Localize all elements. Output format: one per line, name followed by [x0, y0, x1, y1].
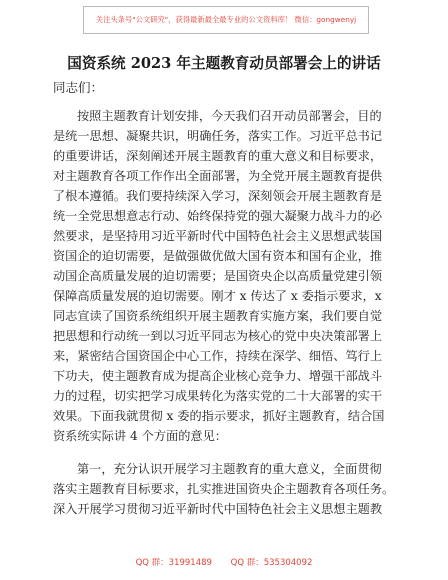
body-line: 是统一思想、凝聚共识，明确任务，落实工作。习近平总书记: [53, 129, 383, 143]
body-line: 下功夫，使主题教育成为提高企业核心竞争力、增强干部战斗: [53, 369, 383, 383]
salutation: 同志们：: [53, 80, 104, 95]
footer-qq-group-2: QQ 群：535304092: [230, 558, 313, 568]
body-line: 来，紧密结合国资国企中心工作，持续在深学、细悟、笃行上: [53, 349, 383, 363]
body-line: 力的过程，切实把学习成果转化为落实党的二十大部署的实干: [53, 389, 383, 403]
body-line: 统一全党思想意志行动、始终保持党的强大凝聚力战斗力的必: [53, 209, 383, 223]
body-line: 了根本遵循。我们要持续深入学习，深刻领会开展主题教育是: [53, 189, 383, 203]
body-line: 的重要讲话，深刻阐述开展主题教育的重大意义和目标要求，: [53, 149, 383, 163]
body-line: 资国企的迫切需要，是做强做优做大国有资本和国有企业，推: [53, 249, 383, 263]
body-line: 把思想和行动统一到以习近平同志为核心的党中央决策部署上: [53, 329, 383, 343]
body-line: 对主题教育各项工作作出全面部署，为全党开展主题教育提供: [53, 169, 383, 183]
promo-banner: [83, 6, 369, 34]
body-line: 动国企高质量发展的迫切需要；是国资央企以高质量党建引领: [53, 269, 383, 283]
body-line: 按照主题教育计划安排，今天我们召开动员部署会，目的: [77, 109, 382, 123]
body-line: 效果。下面我就贯彻 x 委的指示要求，抓好主题教育，结合国: [53, 409, 385, 423]
body-line: 第一，充分认识开展学习主题教育的重大意义，全面贯彻: [77, 462, 382, 476]
footer: [0, 556, 448, 568]
body-line: 保障高质量发展的迫切需要。刚才 x 传达了 x 委指示要求，x: [53, 289, 382, 303]
body-line: 同志宣读了国资系统组织开展主题教育实施方案，我们要自觉: [53, 309, 383, 323]
body-line: 落实主题教育目标要求，扎实推进国资央企主题教育各项任务。: [53, 482, 395, 496]
body-line: 资系统实际讲 4 个方面的意见：: [53, 429, 227, 443]
body-line: 然要求，是坚持用习近平新时代中国特色社会主义思想武装国: [53, 229, 383, 243]
promo-banner-text: 关注头条号"公文研究"，获得最新最全最专业的公文资料库！ 微信：gongwenyj: [95, 15, 357, 24]
body-line: 深入开展学习贯彻习近平新时代中国特色社会主义思想主题教: [53, 502, 383, 516]
document-title: 国资系统 2023 年主题教育动员部署会上的讲话: [67, 55, 381, 72]
footer-qq-group-1: QQ 群：31991489: [135, 558, 212, 568]
